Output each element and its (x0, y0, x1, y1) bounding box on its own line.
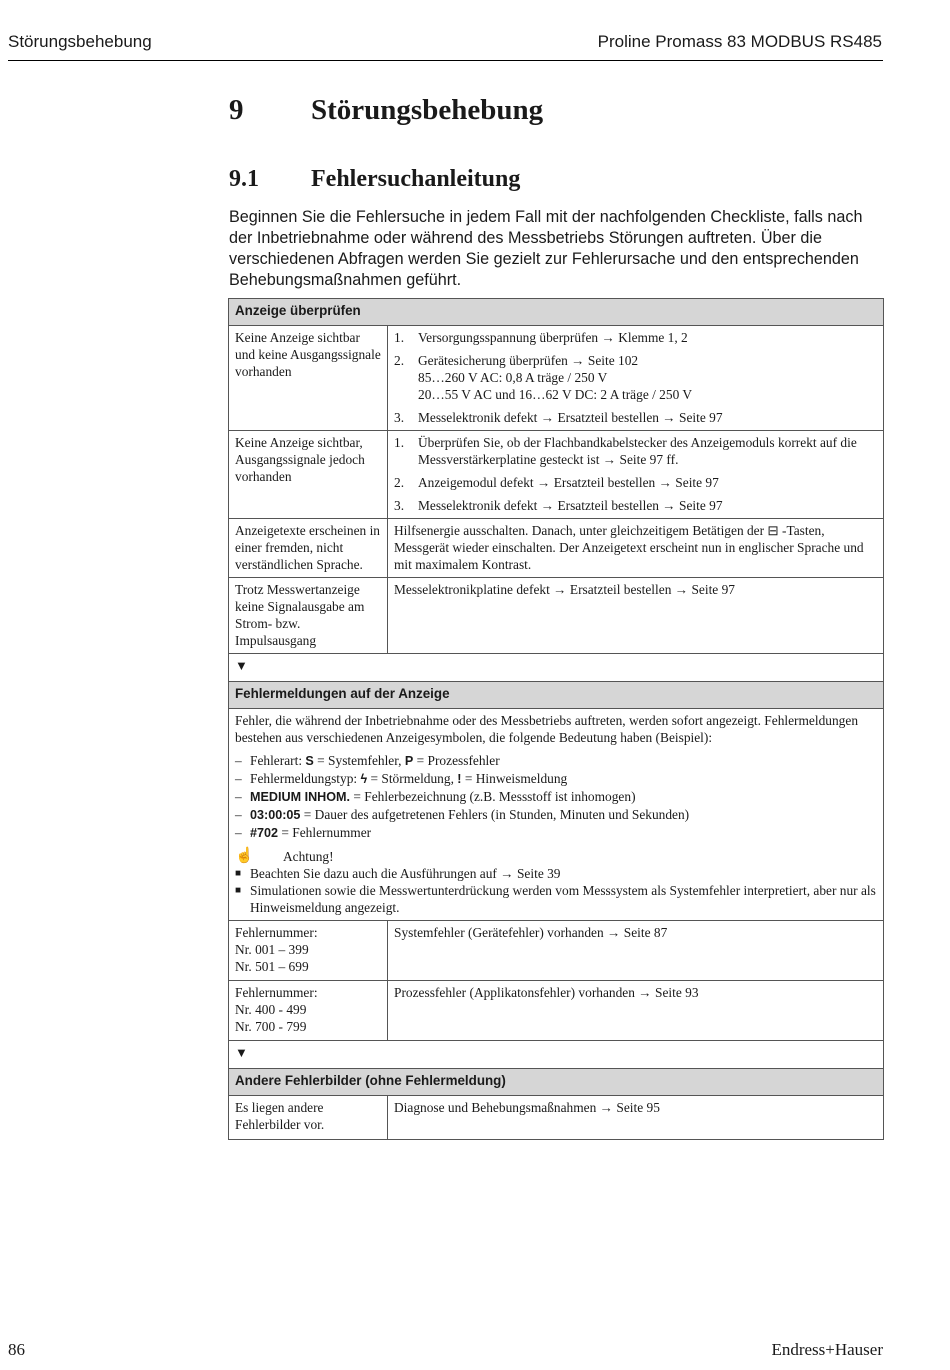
remedy-cell: Prozessfehler (Applikatonsfehler) vorhanden → Seite 93 (388, 981, 884, 1041)
footer-brand: Endress+Hauser (771, 1340, 883, 1359)
step: 3. Messelektronik defekt → Ersatzteil bestellen → Seite 97 (394, 410, 723, 425)
flow-arrow-icon: ▼ (229, 1041, 884, 1069)
chapter-number: 9 (229, 94, 244, 126)
list-item: ■ Simulationen sowie die Messwertunterdrückung werden vom Messsystem als Systemfehler interpretiert, aber nur als Hinweismeldung angezeigt. (235, 883, 876, 915)
error-range-cell: Fehlernummer: Nr. 400 - 499 Nr. 700 - 799 (229, 981, 388, 1041)
flow-arrow-icon: ▼ (229, 654, 884, 682)
section-heading (229, 166, 520, 193)
remedy-cell: Systemfehler (Gerätefehler) vorhanden → Seite 87 (388, 921, 884, 981)
list-item: – 03:00:05 = Dauer des aufgetretenen Fehlers (in Stunden, Minuten und Sekunden) (235, 807, 690, 822)
step: 2. Gerätesicherung überprüfen → Seite 102 85…260 V AC: 0,8 A träge / 250 V 20…55 V AC und 16…62 V DC: 2 A träge / 250 V (394, 353, 693, 402)
section-head-display-check: Anzeige überprüfen (229, 299, 884, 326)
table-row (229, 1096, 884, 1140)
page-number: 86 (8, 1340, 25, 1359)
table-row (229, 578, 884, 654)
step: 2. Anzeigemodul defekt → Ersatzteil bestellen → Seite 97 (394, 475, 719, 490)
chapter-title: Störungsbehebung (311, 94, 544, 126)
step: 1. Überprüfen Sie, ob der Flachbandkabelstecker des Anzeigemoduls korrekt auf die Messverstärkerplatine gesteckt ist → Seite 97 ff. (394, 435, 857, 467)
error-range-cell: Fehlernummer: Nr. 001 – 399 Nr. 501 – 699 (229, 921, 388, 981)
table-row (229, 981, 884, 1041)
step: 1. Versorgungsspannung überprüfen → Klemme 1, 2 (394, 330, 688, 345)
list-item: – Fehlermeldungstyp: ϟ = Störmeldung, ! = Hinweismeldung (235, 771, 568, 786)
chapter-heading (229, 94, 543, 127)
running-header-left: Störungsbehebung (8, 32, 152, 51)
warning-label: Achtung! (283, 849, 334, 864)
table-row (229, 431, 884, 519)
explanation-text: Fehler, die während der Inbetriebnahme oder des Messbetriebs auftreten, werden sofort angezeigt. Fehlermeldungen bestehen aus verschiedenen Anzeigesymbolen, die folgende Bedeutung haben (Beispiel): (235, 713, 859, 745)
list-item: – #702 = Fehlernummer (235, 825, 372, 840)
table-row (229, 921, 884, 981)
list-item: ■ Beachten Sie dazu auch die Ausführungen auf → Seite 39 (235, 866, 561, 881)
section-head-other-errors: Andere Fehlerbilder (ohne Fehlermeldung) (229, 1069, 884, 1096)
symptom-cell: Trotz Messwertanzeige keine Signalausgabe am Strom- bzw. Impulsausgang (229, 578, 388, 654)
troubleshooting-table (228, 298, 884, 1140)
remedy-cell (388, 326, 884, 431)
remedy-cell: Messelektronikplatine defekt → Ersatzteil bestellen → Seite 97 (388, 578, 884, 654)
section-number: 9.1 (229, 166, 259, 192)
symptom-cell: Es liegen andere Fehlerbilder vor. (229, 1096, 388, 1140)
list-item: – Fehlerart: S = Systemfehler, P = Prozessfehler (235, 753, 500, 768)
header-rule (8, 60, 883, 61)
section-head-error-messages: Fehlermeldungen auf der Anzeige (229, 682, 884, 709)
table-row (229, 326, 884, 431)
remedy-cell: Diagnose und Behebungsmaßnahmen → Seite 95 (388, 1096, 884, 1140)
step: 3. Messelektronik defekt → Ersatzteil bestellen → Seite 97 (394, 498, 723, 513)
error-message-explanation (229, 709, 884, 921)
warning-note (235, 848, 877, 865)
hand-warning-icon: ☝ (235, 848, 254, 864)
intro-paragraph: Beginnen Sie die Fehlersuche in jedem Fall mit der nachfolgenden Checkliste, falls nach der Inbetriebnahme oder während des Messbetriebs Störungen auftreten. Über die verschiedenen Abfragen werden Sie gezielt zur Fehlerursache und den entsprechenden Behebungsmaßnahmen geführt. (229, 208, 863, 289)
table-row (229, 519, 884, 578)
remedy-cell: Hilfsenergie ausschalten. Danach, unter gleichzeitigem Betätigen der ⊟ -Tasten, Messgerät wieder einschalten. Der Anzeigetext erscheint nun in englischer Sprache und mit maximalem Kontrast. (388, 519, 884, 578)
running-header-right: Proline Promass 83 MODBUS RS485 (597, 32, 882, 51)
section-title: Fehlersuchanleitung (311, 166, 521, 192)
list-item: – MEDIUM INHOM. = Fehlerbezeichnung (z.B. Messstoff ist inhomogen) (235, 789, 636, 804)
remedy-cell (388, 431, 884, 519)
symptom-cell: Anzeigetexte erscheinen in einer fremden, nicht verständlichen Sprache. (229, 519, 388, 578)
symptom-cell: Keine Anzeige sichtbar, Ausgangssignale jedoch vorhanden (229, 431, 388, 519)
symptom-cell: Keine Anzeige sichtbar und keine Ausgangssignale vorhanden (229, 326, 388, 431)
